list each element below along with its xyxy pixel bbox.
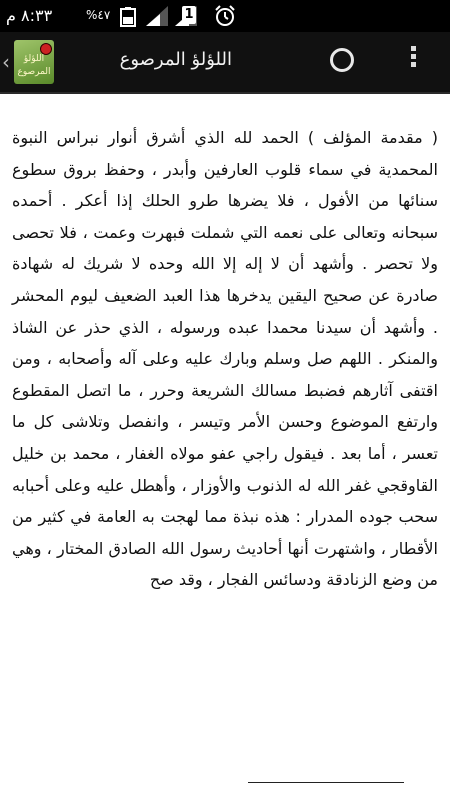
status-clock: ٨:٣٣ م [6, 6, 53, 25]
spinner-icon [330, 48, 354, 72]
sim-icon: 1 [182, 6, 196, 24]
battery-icon [120, 7, 136, 27]
app-title: اللؤلؤ المرصوع [119, 49, 232, 70]
alarm-icon [214, 5, 236, 27]
book-text: ( مقدمة المؤلف ) الحمد لله الذي أشرق أنوار نبراس النبوة المحمدية في سماء قلوب العارفين وأبدر ، وحفظ بروق سطوع سنائها من الأفول ، فلا يضرها طرو الحلك إذا أعكر . أحمده سبحانه وتعالى على نعمه التي شملت فبهرت وعمت ، فلا تحصى ولا تحصر . وأشهد أن لا إله إلا الله وحده لا شريك له شهادة صادرة عن صحيح اليقين يدخرها هذا العبد الضعيف ليوم المحشر . وأشهد أن سيدنا محمدا عبده ورسوله ، الذي حذر عن الشاذ والمنكر . اللهم صل وسلم وبارك عليه وعلى آله وأصحابه ، ومن اقتفى آثارهم فضبط مسالك الشريعة وحرر ، ما اتصل المقطوع وارتفع الموضوع وحسن الأمر وتيسر ، وانفصل وتلاشى كل ما تعسر ، أما بعد . فيقول راجي عفو مولاه الغفار ، محمد بن خليل القاوقجي غفر الله له الذنوب والأوزار ، وأهطل عليه وعلى أحبابه سحب جوده المدرار : هذه نبذة مما لهجت به العامة في كثير من الأقطار ، واشتهرت أنها أحاديث رسول الله الصادق المختار ، وهي من وضع الزنادقة ودسائس الفجار ، وقد صح [12, 128, 438, 590]
footer-rule [248, 782, 404, 783]
status-bar [0, 0, 450, 32]
content-area [12, 122, 438, 596]
app-logo-icon[interactable] [14, 40, 54, 84]
action-bar [0, 32, 450, 94]
logo-line-1: اللؤلؤ [23, 54, 45, 64]
battery-percent: %٤٧ [86, 8, 111, 22]
back-chevron-icon[interactable]: ‹ [2, 50, 10, 74]
logo-line-2: المرصوع [17, 67, 51, 77]
signal-icon [146, 6, 168, 26]
overflow-menu-icon[interactable] [411, 46, 417, 70]
